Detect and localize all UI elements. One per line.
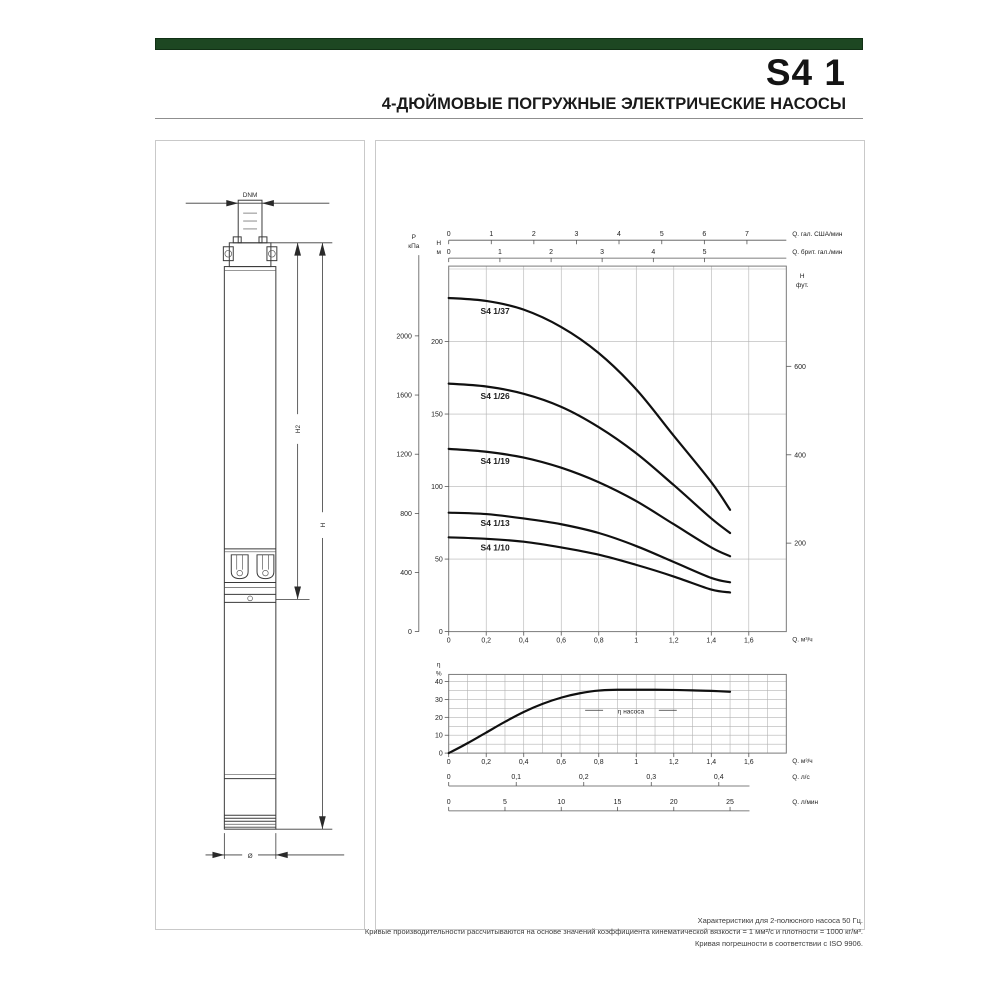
svg-text:0,4: 0,4 — [713, 774, 724, 781]
svg-text:200: 200 — [431, 339, 443, 347]
curve-label: S4 1/10 — [480, 542, 510, 553]
svg-text:0,8: 0,8 — [593, 637, 604, 645]
svg-text:20: 20 — [669, 798, 678, 806]
scale-unit-label: Q. л/мин — [792, 798, 819, 806]
svg-text:600: 600 — [794, 363, 806, 371]
svg-text:1: 1 — [497, 249, 502, 257]
svg-text:0: 0 — [446, 637, 451, 645]
svg-text:0,2: 0,2 — [578, 774, 589, 781]
svg-text:15: 15 — [613, 798, 622, 806]
svg-text:0,4: 0,4 — [518, 759, 529, 767]
svg-text:0,2: 0,2 — [481, 759, 492, 767]
svg-text:1200: 1200 — [396, 451, 412, 459]
scale-m3h — [447, 632, 813, 645]
svg-text:10: 10 — [557, 798, 566, 806]
svg-text:1,6: 1,6 — [743, 637, 754, 645]
pump-drawing — [156, 141, 364, 929]
scale-us-gpm — [447, 231, 843, 244]
curve-label: S4 1/13 — [480, 518, 510, 529]
scale-unit-label: Q. л/с — [792, 774, 810, 781]
svg-text:кПа: кПа — [408, 243, 420, 251]
svg-text:0,2: 0,2 — [481, 637, 492, 645]
svg-text:40: 40 — [434, 679, 443, 687]
scale-unit-label: Q. брит. гал./мин — [792, 249, 843, 257]
svg-text:фут.: фут. — [795, 282, 809, 290]
curve-label: S4 1/26 — [480, 391, 510, 402]
eta-axis-label: % — [435, 670, 442, 678]
header-rule — [155, 118, 863, 119]
svg-text:м: м — [436, 249, 441, 257]
svg-text:4: 4 — [617, 231, 621, 239]
svg-text:200: 200 — [794, 540, 806, 548]
svg-text:0,3: 0,3 — [646, 774, 657, 781]
svg-text:400: 400 — [400, 569, 412, 577]
svg-text:0: 0 — [446, 798, 451, 806]
page-subtitle: 4-ДЮЙМОВЫЕ ПОГРУЖНЫЕ ЭЛЕКТРИЧЕСКИЕ НАСОСЫ — [381, 95, 846, 113]
svg-text:H: H — [799, 273, 805, 281]
svg-text:20: 20 — [434, 714, 443, 722]
eff-scale-l-min — [447, 799, 819, 811]
svg-text:2000: 2000 — [396, 333, 412, 341]
curve-label: S4 1/19 — [480, 456, 510, 467]
svg-text:5: 5 — [503, 798, 507, 806]
svg-text:50: 50 — [434, 556, 443, 564]
scale-imp-gpm — [447, 248, 843, 262]
svg-text:5: 5 — [702, 249, 707, 257]
dim-label-h2: H2 — [295, 424, 303, 434]
eta-axis-label: η — [436, 661, 441, 669]
svg-text:0,8: 0,8 — [593, 759, 604, 767]
svg-text:0,1: 0,1 — [511, 774, 522, 781]
footer-line-2: Кривые производительности рассчитываются на основе значений коэффициента кинематической вязкости = 1 мм²/с и плотности = 1000 кг/м³. — [364, 927, 863, 937]
axis-kpa — [396, 234, 419, 636]
eff-scale-l-s — [447, 774, 811, 786]
svg-text:30: 30 — [434, 696, 443, 704]
svg-text:P: P — [411, 234, 417, 242]
svg-text:1: 1 — [489, 231, 494, 239]
svg-text:2: 2 — [549, 249, 554, 257]
svg-text:5: 5 — [659, 231, 664, 239]
main-chart-grid — [449, 266, 787, 632]
svg-text:0: 0 — [407, 629, 412, 637]
svg-text:0: 0 — [446, 249, 451, 257]
svg-text:0,4: 0,4 — [518, 637, 529, 645]
svg-text:1,2: 1,2 — [668, 759, 679, 767]
svg-text:0: 0 — [438, 629, 443, 637]
svg-text:H: H — [436, 240, 442, 248]
svg-text:4: 4 — [651, 249, 656, 257]
dim-label-diameter: Ø — [247, 852, 253, 860]
pump-drawing-panel — [155, 140, 365, 930]
svg-text:0,6: 0,6 — [556, 637, 567, 645]
svg-text:800: 800 — [400, 510, 412, 518]
svg-text:3: 3 — [600, 249, 605, 257]
main-chart — [396, 231, 843, 644]
scale-unit-label: Q. м³/ч — [792, 758, 813, 766]
axis-feet — [786, 273, 808, 548]
svg-text:7: 7 — [744, 231, 749, 239]
svg-text:10: 10 — [434, 732, 443, 740]
svg-text:0: 0 — [446, 231, 451, 239]
svg-text:400: 400 — [794, 452, 806, 460]
svg-text:1,4: 1,4 — [706, 759, 717, 767]
svg-text:0: 0 — [446, 774, 451, 781]
svg-text:2: 2 — [531, 231, 536, 239]
svg-text:1: 1 — [634, 637, 639, 645]
efficiency-curve-label: η насоса — [617, 708, 645, 716]
footer-line-3: Кривая погрешности в соответствии с ISO 9906. — [695, 938, 863, 948]
scale-unit-label: Q. гал. США/мин — [792, 231, 843, 239]
dim-label-h: H — [319, 522, 327, 528]
svg-text:6: 6 — [702, 231, 707, 239]
dim-label-dnm: DNM — [242, 192, 258, 200]
svg-text:25: 25 — [726, 798, 734, 806]
performance-chart — [376, 141, 864, 929]
curve-label: S4 1/37 — [480, 306, 510, 317]
svg-text:0,6: 0,6 — [556, 759, 567, 767]
svg-text:3: 3 — [574, 231, 579, 239]
scale-unit-label: Q. м³/ч — [792, 636, 813, 644]
svg-text:1,6: 1,6 — [743, 759, 754, 767]
header-accent-bar — [155, 38, 863, 50]
svg-text:150: 150 — [431, 411, 443, 419]
svg-text:0: 0 — [438, 750, 443, 758]
pump-curves — [449, 298, 730, 592]
main-chart-frame — [449, 266, 787, 632]
footer-line-1: Характеристики для 2-полюсного насоса 50 Гц. — [697, 916, 863, 925]
chart-panel — [375, 140, 865, 930]
axis-meters — [431, 240, 449, 636]
svg-text:0: 0 — [446, 759, 451, 767]
eff-scale-m3h — [447, 753, 813, 766]
svg-text:1,2: 1,2 — [668, 637, 679, 645]
svg-text:1600: 1600 — [396, 392, 412, 400]
svg-text:1,4: 1,4 — [706, 637, 717, 645]
footer-notes — [143, 915, 863, 949]
svg-text:1: 1 — [634, 759, 639, 767]
efficiency-chart — [435, 661, 819, 810]
svg-text:100: 100 — [431, 484, 443, 492]
page-title: S4 1 — [765, 52, 846, 93]
